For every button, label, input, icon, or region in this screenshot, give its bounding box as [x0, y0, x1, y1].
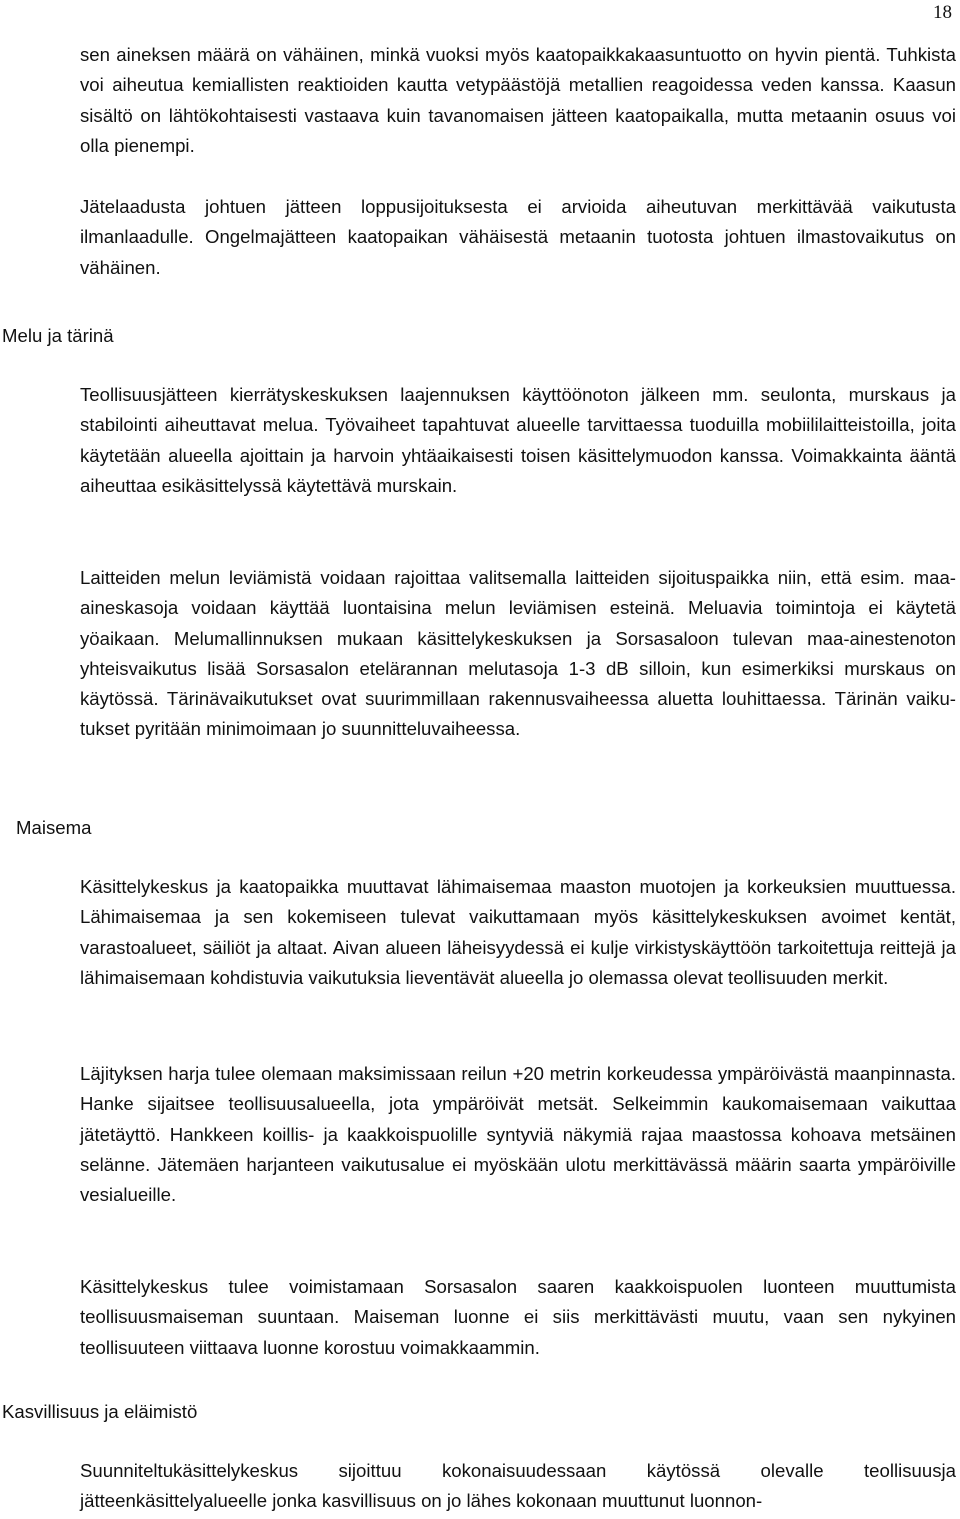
paragraph-noise-sources: Teollisuusjätteen kierrätyskeskuksen laajennuksen käyttöönoton jälkeen mm. seulonta, murskaus ja stabilointi aiheuttavat melua. Työvaiheet tapahtuvat alueelle tarvittaessa tuoduilla mobiililaitteistoilla, joita käytetään alueella ajoittain ja harvoin yhtäaikaisesti toisen käsittelymuodon kanssa. Voimakkainta ääntä aiheuttaa esikäsittelyssä käytettävä murskain.: [80, 384, 956, 496]
page-number: 18: [933, 2, 952, 23]
paragraph-noise-mitigation: Laitteiden melun leviämistä voidaan rajoittaa valitsemalla laitteiden sijoituspaikka niin, että esim. maa-aineskasoja voidaan käyttää luontaisina melun leviämisen esteinä. Meluavia toimintoja ei käytetä yöaikaan. Melumallinnuksen mukaan käsittelykeskuksen ja Sorsasaloon tulevan maa-ainestenoton yhteisvaikutus lisää Sorsasalon etelärannan melutasoja 1-3 dB silloin, kun esimerkiksi murskaus on käytössä. Tärinävaikutukset ovat suurimmillaan rakennusvaiheessa aluetta louhittaessa. Tärinän vaikutukset pyritään minimoimaan jo suunnitteluvaiheessa.: [80, 567, 956, 740]
paragraph-gas: sen aineksen määrä on vähäinen, minkä vuoksi myös kaatopaikkakaasuntuotto on hyvin pientä. Tuhkista voi aiheutua kemiallisten reaktioiden kautta vetypäästöjä metallien reagoidessa veden kanssa. Kaasun sisältö on lähtökohtaisesti vastaava kuin tavanomaisen jätteen kaatopaikalla, mutta metaanin osuus voi olla pienempi.: [80, 44, 956, 156]
heading-landscape: Maisema: [16, 817, 92, 838]
paragraph-air-quality: Jätelaadusta johtuen jätteen loppusijoituksesta ei arvioida aiheutuvan merkittävää vaikutusta ilmanlaadulle. Ongelmajätteen kaatopaikan vähäisestä metaanin tuotosta johtuen ilmastovaikutus on vähäinen.: [80, 196, 956, 278]
heading-flora-fauna: Kasvillisuus ja eläimistö: [2, 1401, 198, 1422]
paragraph-landscape-far: Läjityksen harja tulee olemaan maksimissaan reilun +20 metrin korkeudessa ympäröivästä maanpinnasta. Hanke sijaitsee teollisuusalueella, jota ympäröivät metsät. Selkeimmin kaukomaisemaan vaikuttaa jätetäyttö. Hankkeen koillis- ja kaakkoispuolille syntyviä näkymiä rajaa maastossa kohoava metsäinen selänne. Jätemäen harjanteen vaikutusalue ei myöskään ulotu merkittävässä määrin saarta ympäröiville vesialueille.: [80, 1063, 956, 1206]
paragraph-landscape-near: Käsittelykeskus ja kaatopaikka muuttavat lähimaisemaa maaston muotojen ja korkeuksien muuttuessa. Lähimaisemaa ja sen kokemiseen tulevat vaikuttamaan myös käsittelykeskuksen avoimet kentät, varastoalueet, säiliöt ja altaat. Aivan alueen läheisyydessä ei kulje virkistyskäyttöön tarkoitettuja reittejä ja lähimaisemaan kohdistuvia vaikutuksia lieventävät alueella jo olemassa olevat teollisuuden merkit.: [80, 876, 956, 988]
heading-noise-vibration: Melu ja tärinä: [2, 325, 114, 346]
paragraph-landscape-character: Käsittelykeskus tulee voimistamaan Sorsasalon saaren kaakkoispuolen luonteen muuttumista teollisuusmaiseman suuntaan. Maiseman luonne ei siis merkittävästi muutu, vaan sen nykyinen teollisuuteen viittaava luonne korostuu voimakkaammin.: [80, 1276, 956, 1358]
paragraph-flora: Suunniteltukäsittelykeskus sijoittuu kokonaisuudessaan käytössä olevalle teollisuusja jätteenkäsittelyalueelle jonka kasvillisuus on jo lähes kokonaan muuttunut luonnon-: [80, 1460, 956, 1512]
